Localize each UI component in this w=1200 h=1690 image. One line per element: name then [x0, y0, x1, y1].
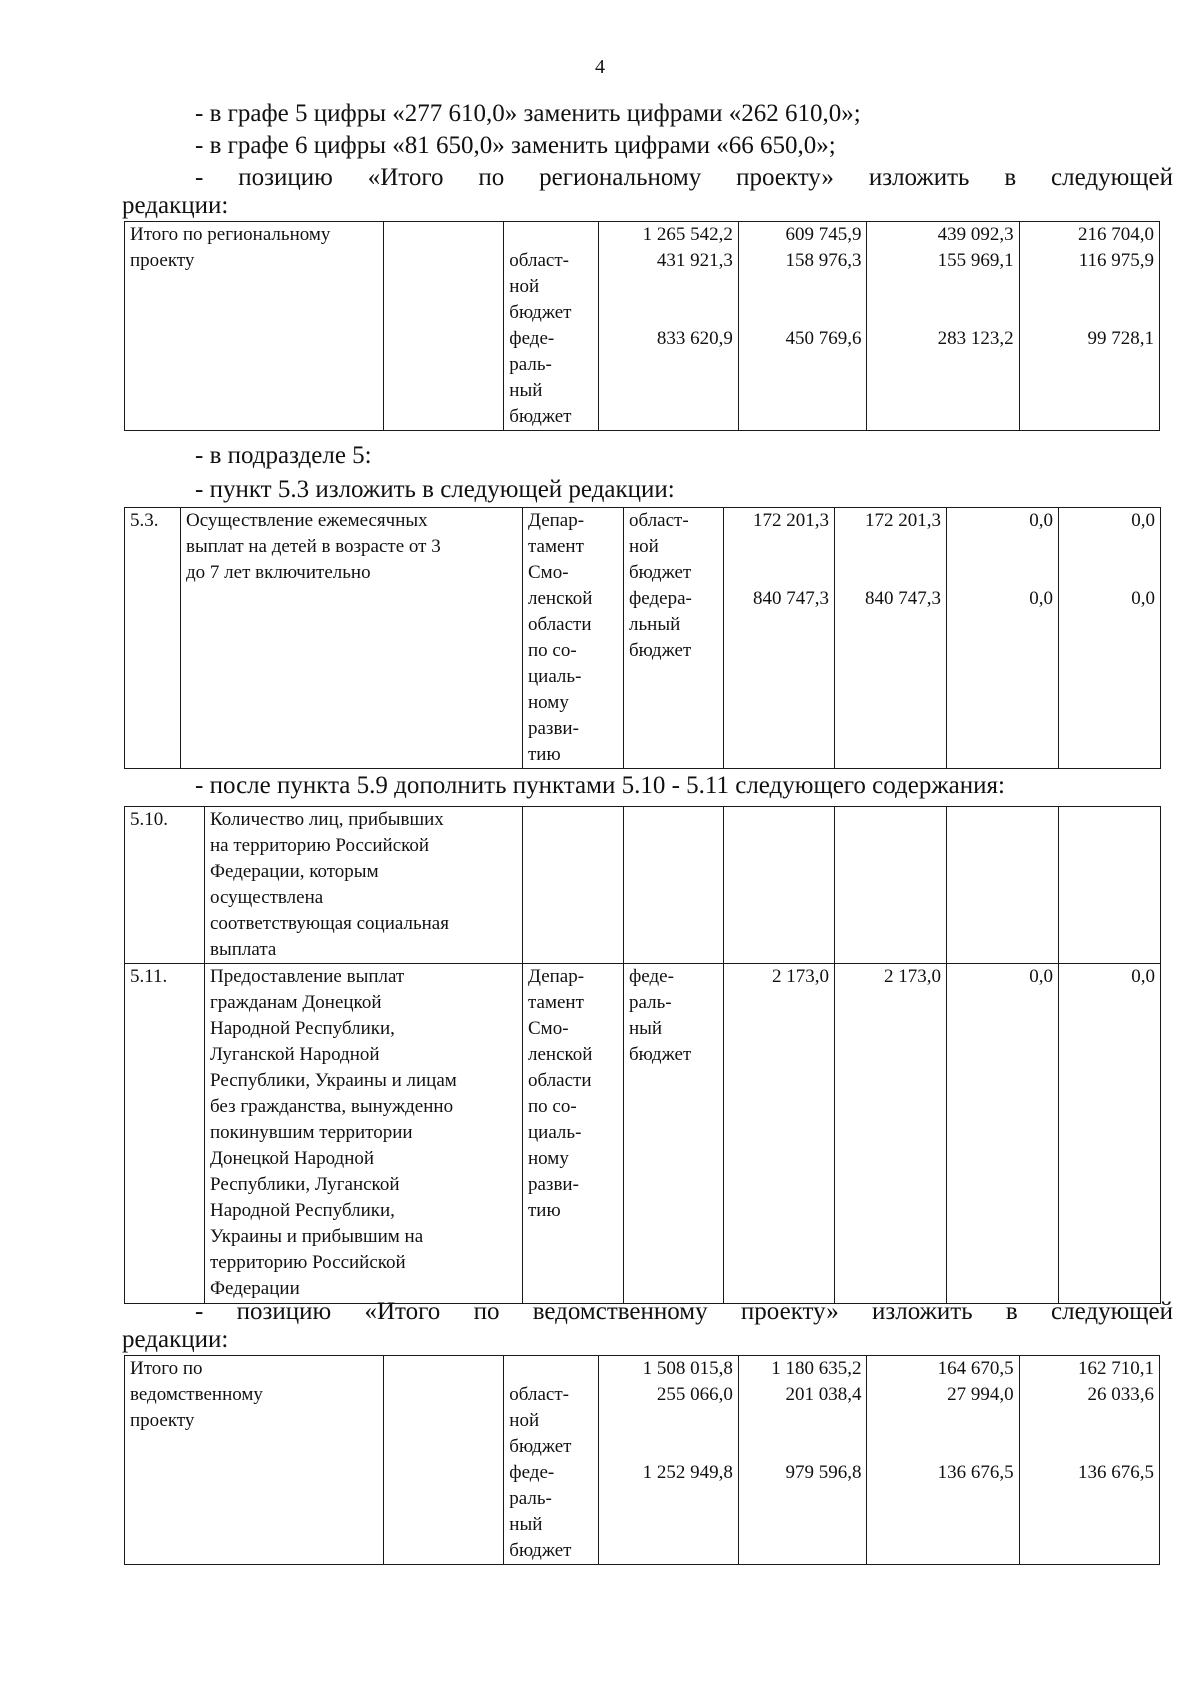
item-5-3-col-1: 172 201,3 840 747,3: [835, 508, 947, 769]
items-5-10-5-11-table: [124, 806, 1161, 1304]
instruction-column-6: - в графе 6 цифры «81 650,0» заменить цифрами «66 650,0»;: [195, 132, 836, 159]
instruction-dept-total: - позицию «Итого по ведомственному проекту» изложить в следующей: [195, 1298, 1173, 1325]
page-number: 4: [595, 56, 605, 78]
regional-total-table: [124, 221, 1160, 431]
item-5-11-col-1: 2 173,0: [835, 964, 947, 1304]
item-5-3-title: Осуществление ежемесячных выплат на детей в возрасте от 3 до 7 лет включительно: [181, 508, 523, 769]
item-5-11-source: феде- раль- ный бюджет: [624, 964, 724, 1304]
item-5-3-col-2: 0,0 0,0: [947, 508, 1059, 769]
dept-total-table: [124, 1355, 1160, 1565]
regional-total-label: Итого по региональному проекту: [125, 222, 384, 431]
item-5-11-number: 5.11.: [125, 964, 205, 1304]
dept-total-source: област- ной бюджет феде- раль- ный бюджет: [504, 1356, 598, 1565]
item-5-10-row: [125, 807, 1161, 964]
instruction-item-5-3: - пункт 5.3 изложить в следующей редакции:: [195, 476, 675, 503]
dept-total-col-3: 162 710,1 26 033,6 136 676,5: [1019, 1356, 1159, 1565]
item-5-3-table: [124, 507, 1161, 769]
item-5-3-number: 5.3.: [125, 508, 181, 769]
item-5-10-number: 5.10.: [125, 807, 205, 964]
dept-total-col-total: 1 508 015,8 255 066,0 1 252 949,8: [598, 1356, 738, 1565]
item-5-3-source: област- ной бюджет федера- льный бюджет: [624, 508, 724, 769]
regional-total-executor: [384, 222, 504, 431]
dept-total-executor: [384, 1356, 504, 1565]
item-5-11-col-2: 0,0: [947, 964, 1059, 1304]
item-5-11-title: Предоставление выплат гражданам Донецкой Народной Республики, Луганской Народной Республики, Украины и лицам без гражданства, вынужденно покинувшим территории Донецкой Народной Республики, Луганской Народной Республики, Украины и прибывшим на территорию Российской Федерации: [205, 964, 523, 1304]
regional-total-col-total: 1 265 542,2 431 921,3 833 620,9: [598, 222, 738, 431]
instruction-regional-total: - позицию «Итого по региональному проекту» изложить в следующей: [195, 164, 1173, 191]
item-5-3-col-3: 0,0 0,0: [1059, 508, 1161, 769]
regional-total-col-1: 609 745,9 158 976,3 450 769,6: [738, 222, 867, 431]
item-5-11-row: [125, 964, 1161, 1304]
instruction-subsection-5: - в подразделе 5:: [195, 442, 372, 469]
item-5-10-title: Количество лиц, прибывших на территорию Российской Федерации, которым осуществлена соответствующая социальная выплата: [205, 807, 523, 964]
item-5-3-executor: Депар- тамент Смо- ленской области по со- циаль- ному разви- тию: [523, 508, 624, 769]
regional-total-col-3: 216 704,0 116 975,9 99 728,1: [1019, 222, 1159, 431]
instruction-regional-total-continuation: редакции:: [122, 192, 229, 219]
dept-total-col-2: 164 670,5 27 994,0 136 676,5: [867, 1356, 1019, 1565]
instruction-dept-total-continuation: редакции:: [122, 1326, 229, 1353]
regional-total-source: област- ной бюджет феде- раль- ный бюджет: [504, 222, 598, 431]
dept-total-label: Итого по ведомственному проекту: [125, 1356, 384, 1565]
item-5-11-col-3: 0,0: [1059, 964, 1161, 1304]
instruction-column-5: - в графе 5 цифры «277 610,0» заменить цифрами «262 610,0»;: [195, 100, 861, 127]
item-5-11-executor: Депар- тамент Смо- ленской области по со- циаль- ному разви- тию: [523, 964, 624, 1304]
item-5-11-col-total: 2 173,0: [724, 964, 835, 1304]
item-5-3-col-total: 172 201,3 840 747,3: [724, 508, 835, 769]
dept-total-col-1: 1 180 635,2 201 038,4 979 596,8: [738, 1356, 867, 1565]
instruction-add-items: - после пункта 5.9 дополнить пунктами 5.10 - 5.11 следующего содержания:: [195, 772, 1005, 799]
regional-total-col-2: 439 092,3 155 969,1 283 123,2: [867, 222, 1019, 431]
